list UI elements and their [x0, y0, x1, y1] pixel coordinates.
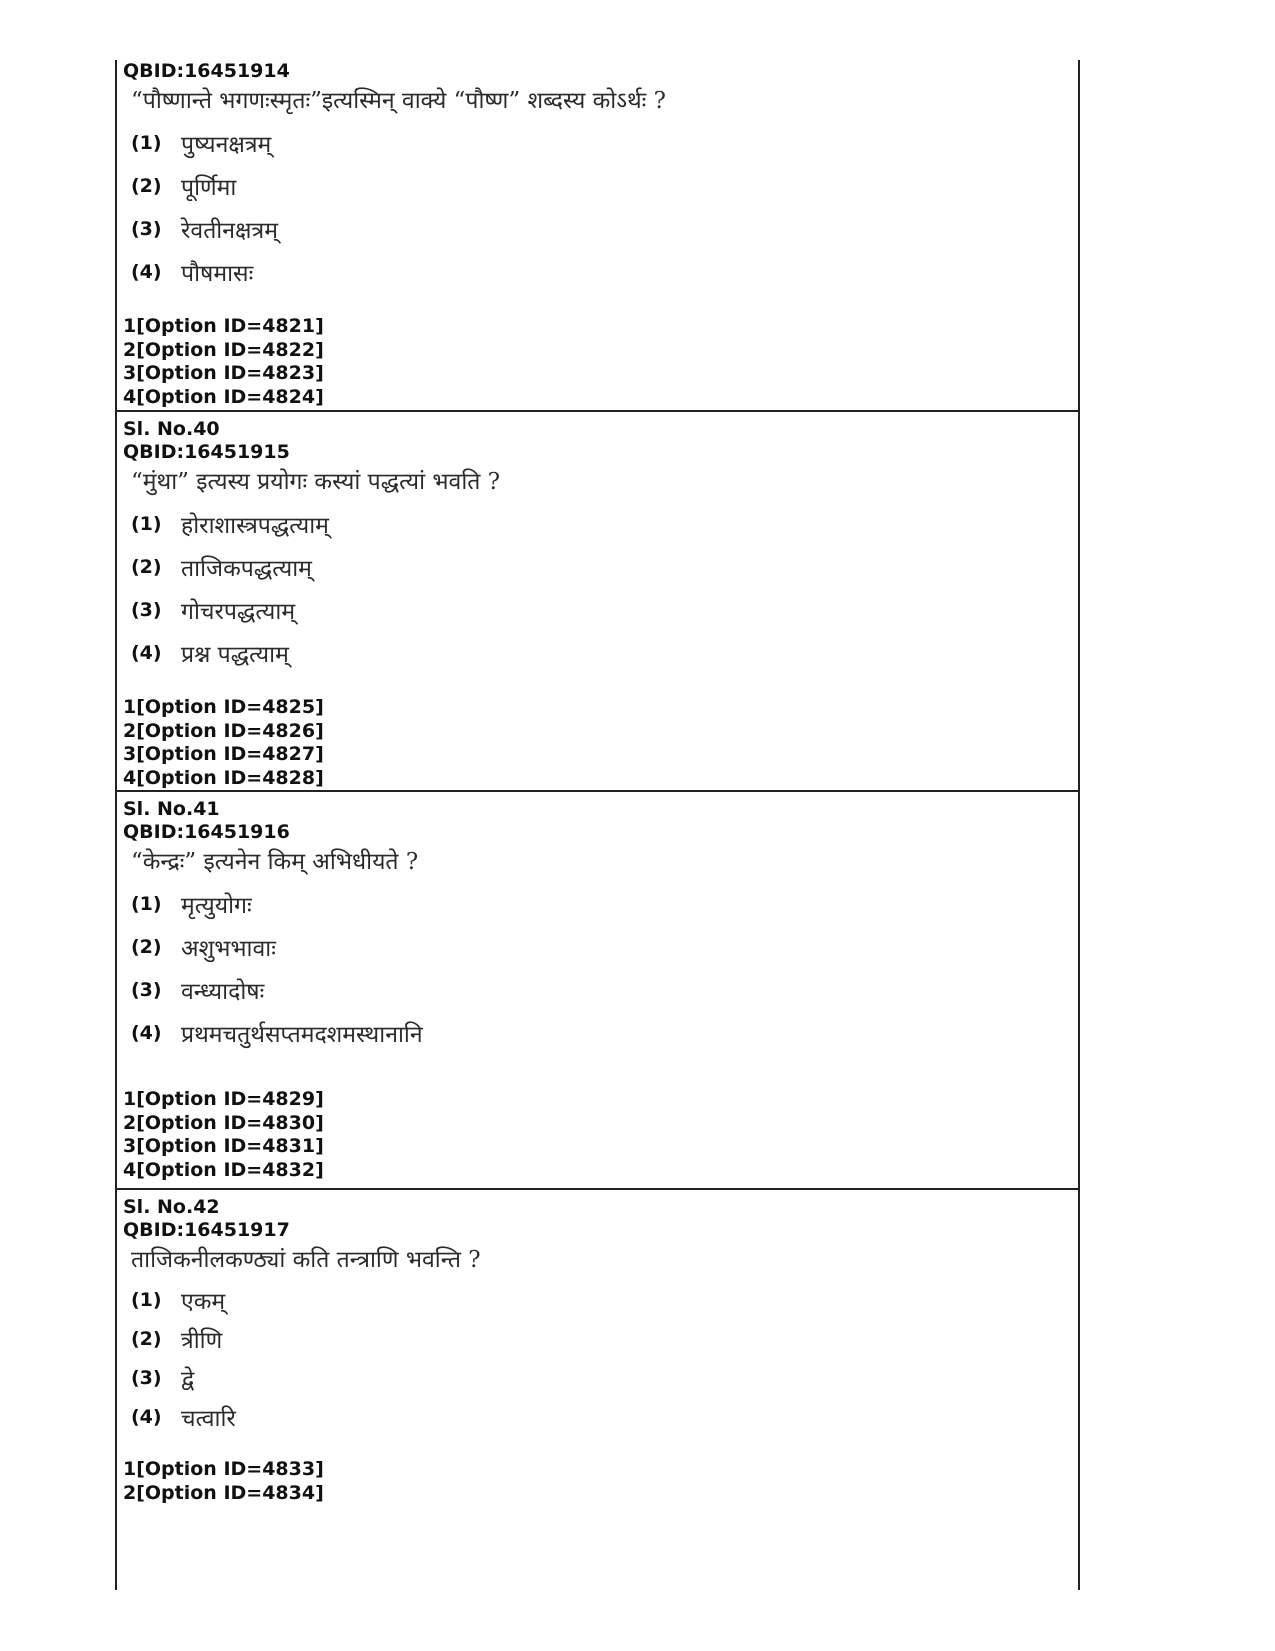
qbid: QBID:16451917	[123, 1219, 290, 1241]
option-id: 3[Option ID=4823]	[123, 362, 324, 384]
option-row	[131, 1397, 1078, 1436]
option-row	[131, 1319, 1078, 1358]
option-row	[131, 1358, 1078, 1397]
option-text: एकम्	[181, 1288, 226, 1315]
qbid: QBID:16451915	[123, 441, 290, 463]
option-id-list	[123, 696, 1078, 790]
option-row	[131, 207, 1078, 250]
option-id: 3[Option ID=4827]	[123, 743, 324, 765]
option-row	[131, 925, 1078, 968]
option-text: द्वे	[181, 1366, 195, 1393]
option-number: (1)	[131, 1288, 162, 1311]
option-id-list	[123, 315, 1078, 409]
option-id: 2[Option ID=4830]	[123, 1111, 324, 1134]
question-block	[117, 412, 1078, 792]
option-text: मृत्युयोगः	[181, 892, 252, 919]
question-block	[117, 792, 1078, 1190]
option-row	[131, 1011, 1078, 1054]
qbid: QBID:16451916	[123, 821, 290, 843]
question-block	[117, 1190, 1078, 1505]
option-number: (3)	[131, 217, 162, 240]
option-id: 2[Option ID=4834]	[123, 1481, 324, 1504]
option-text: ताजिकपद्धत्याम्	[181, 555, 312, 582]
question-text: ताजिकनीलकण्ठ्यां कति तन्त्राणि भवन्ति ?	[131, 1247, 481, 1273]
option-row	[131, 502, 1078, 545]
option-text: वन्ध्यादोषः	[181, 978, 265, 1005]
option-row	[131, 968, 1078, 1011]
option-id: 2[Option ID=4826]	[123, 719, 324, 742]
option-number: (4)	[131, 1021, 162, 1044]
option-id: 4[Option ID=4832]	[123, 1158, 324, 1181]
serial-number: Sl. No.40	[123, 418, 220, 440]
option-text: प्रथमचतुर्थसप्तमदशमस्थानानि	[181, 1021, 423, 1048]
option-text: अशुभभावाः	[181, 935, 276, 962]
option-id: 3[Option ID=4831]	[123, 1135, 324, 1157]
option-id-list	[123, 1458, 1078, 1505]
option-number: (4)	[131, 260, 162, 283]
option-row	[131, 545, 1078, 588]
question-text: “पौष्णान्ते भगणःस्मृतः”इत्यस्मिन् वाक्ये “पौष्ण” शब्दस्य कोऽर्थः ?	[131, 88, 666, 114]
option-row	[131, 882, 1078, 925]
option-text: गोचरपद्धत्याम्	[181, 598, 296, 625]
option-text: प्रश्न पद्धत्याम्	[181, 641, 289, 668]
option-number: (3)	[131, 598, 162, 621]
option-number: (4)	[131, 641, 162, 664]
option-text: पुष्यनक्षत्रम्	[181, 131, 272, 158]
option-text: चत्वारि	[181, 1405, 236, 1432]
option-id: 1[Option ID=4821]	[123, 315, 324, 337]
option-id: 1[Option ID=4829]	[123, 1088, 324, 1110]
question-text: “केन्द्रः” इत्यनेन किम् अभिधीयते ?	[131, 849, 419, 875]
option-text: त्रीणि	[181, 1327, 223, 1354]
option-row	[131, 631, 1078, 674]
option-number: (3)	[131, 1366, 162, 1389]
qbid: QBID:16451914	[123, 60, 290, 82]
option-number: (1)	[131, 512, 162, 535]
option-number: (1)	[131, 131, 162, 154]
option-number: (2)	[131, 174, 162, 197]
serial-number: Sl. No.41	[123, 798, 220, 820]
question-text: “मुंथा” इत्यस्य प्रयोगः कस्यां पद्धत्यां भवति ?	[131, 469, 501, 495]
option-number: (1)	[131, 892, 162, 915]
option-number: (3)	[131, 978, 162, 1001]
option-row	[131, 1280, 1078, 1319]
option-number: (2)	[131, 1327, 162, 1350]
option-row	[131, 588, 1078, 631]
option-text: पौषमासः	[181, 260, 254, 287]
option-number: (2)	[131, 555, 162, 578]
option-id: 4[Option ID=4824]	[123, 385, 324, 408]
option-text: रेवतीनक्षत्रम्	[181, 217, 278, 244]
option-number: (2)	[131, 935, 162, 958]
option-row	[131, 164, 1078, 207]
option-id: 4[Option ID=4828]	[123, 766, 324, 789]
question-block	[117, 60, 1078, 412]
option-id: 1[Option ID=4825]	[123, 696, 324, 718]
option-row	[131, 250, 1078, 293]
option-id: 2[Option ID=4822]	[123, 338, 324, 361]
option-number: (4)	[131, 1405, 162, 1428]
option-text: होराशास्त्रपद्धत्याम्	[181, 512, 329, 539]
serial-number: Sl. No.42	[123, 1196, 220, 1218]
document-sheet	[115, 60, 1080, 1590]
option-row	[131, 121, 1078, 164]
option-text: पूर्णिमा	[181, 174, 237, 201]
option-id-list	[123, 1088, 1078, 1182]
option-id: 1[Option ID=4833]	[123, 1458, 324, 1480]
